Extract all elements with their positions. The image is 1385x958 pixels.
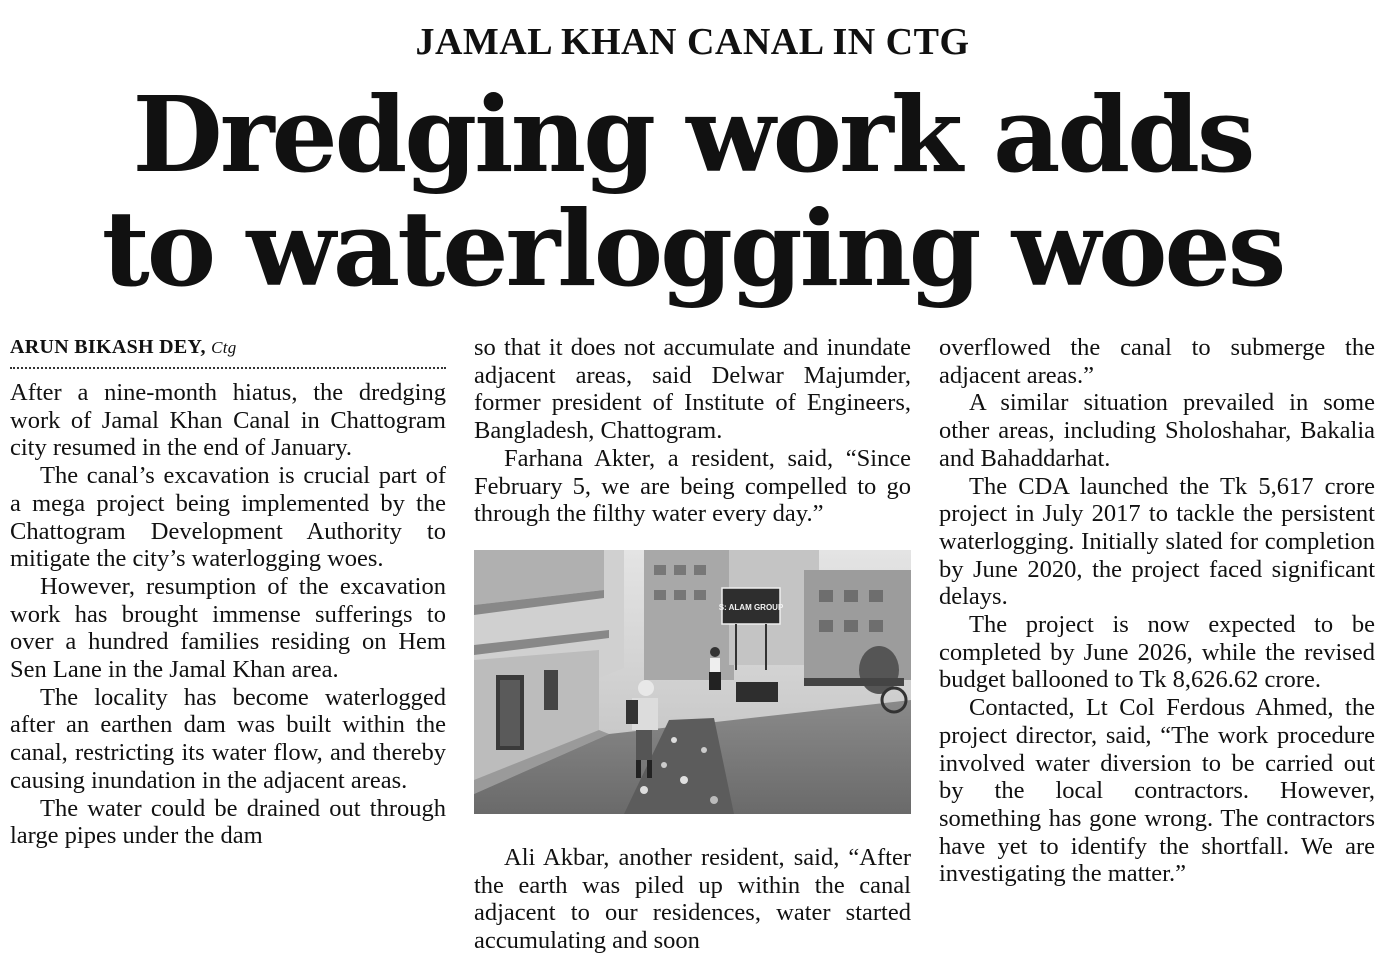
article-column-3 — [939, 334, 1375, 888]
headline-line-1: Dredging work adds — [132, 73, 1253, 196]
paragraph: Ali Akbar, another resident, said, “After the earth was piled up within the canal adjacent to our residences, water started accumulating and soon — [474, 843, 911, 955]
news-photo — [474, 550, 911, 814]
byline-location: Ctg — [211, 338, 237, 357]
byline-author: ARUN BIKASH DEY, — [10, 336, 206, 358]
byline — [10, 334, 446, 361]
article-column-1 — [10, 334, 446, 850]
paragraph: The locality has become waterlogged after an earthen dam was built within the canal, restricting its water flow, and thereby causing inundation in the adjacent areas. — [10, 683, 446, 794]
paragraph: The water could be drained out through large pipes under the dam — [10, 794, 446, 850]
paragraph: Farhana Akter, a resident, said, “Since February 5, we are being compelled to go through the filthy water every day.” — [474, 444, 911, 528]
paragraph: A similar situation prevailed in some other areas, including Sholoshahar, Bakalia and Bahaddarhat. — [939, 389, 1375, 472]
paragraph: After a nine-month hiatus, the dredging work of Jamal Khan Canal in Chattogram city resumed in the end of January. — [10, 379, 446, 462]
headline — [0, 73, 1385, 310]
paragraph: The project is now expected to be completed by June 2026, while the revised budget ballooned to Tk 8,626.62 crore. — [939, 611, 1375, 694]
paragraph: overflowed the canal to submerge the adjacent areas.” — [939, 334, 1375, 389]
byline-divider — [10, 367, 446, 369]
paragraph: The canal’s excavation is crucial part of a mega project being implemented by the Chattogram Development Authority to mitigate the city’s waterlogging woes. — [10, 462, 446, 573]
article-column-2 — [474, 334, 911, 955]
paragraph: The CDA launched the Tk 5,617 crore project in July 2017 to tackle the persistent waterlogging. Initially slated for completion by June 2020, the project faced significant delays. — [939, 472, 1375, 611]
paragraph: so that it does not accumulate and inundate adjacent areas, said Delwar Majumder, former president of Institute of Engineers, Bangladesh, Chattogram. — [474, 334, 911, 445]
paragraph: However, resumption of the excavation work has brought immense sufferings to over a hundred families residing on Hem Sen Lane in the Jamal Khan area. — [10, 572, 446, 684]
kicker: JAMAL KHAN CANAL IN CTG — [415, 21, 970, 63]
headline-line-2: to waterlogging woes — [101, 187, 1284, 310]
paragraph: Contacted, Lt Col Ferdous Ahmed, the project director, said, “The work procedure involved water diversion to be carried out by the local contractors. However, something has gone wrong. The contractors have yet to identify the shortfall. We are investigating the matter.” — [939, 694, 1375, 888]
photo-sign-text: S: ALAM GROUP — [718, 602, 784, 612]
